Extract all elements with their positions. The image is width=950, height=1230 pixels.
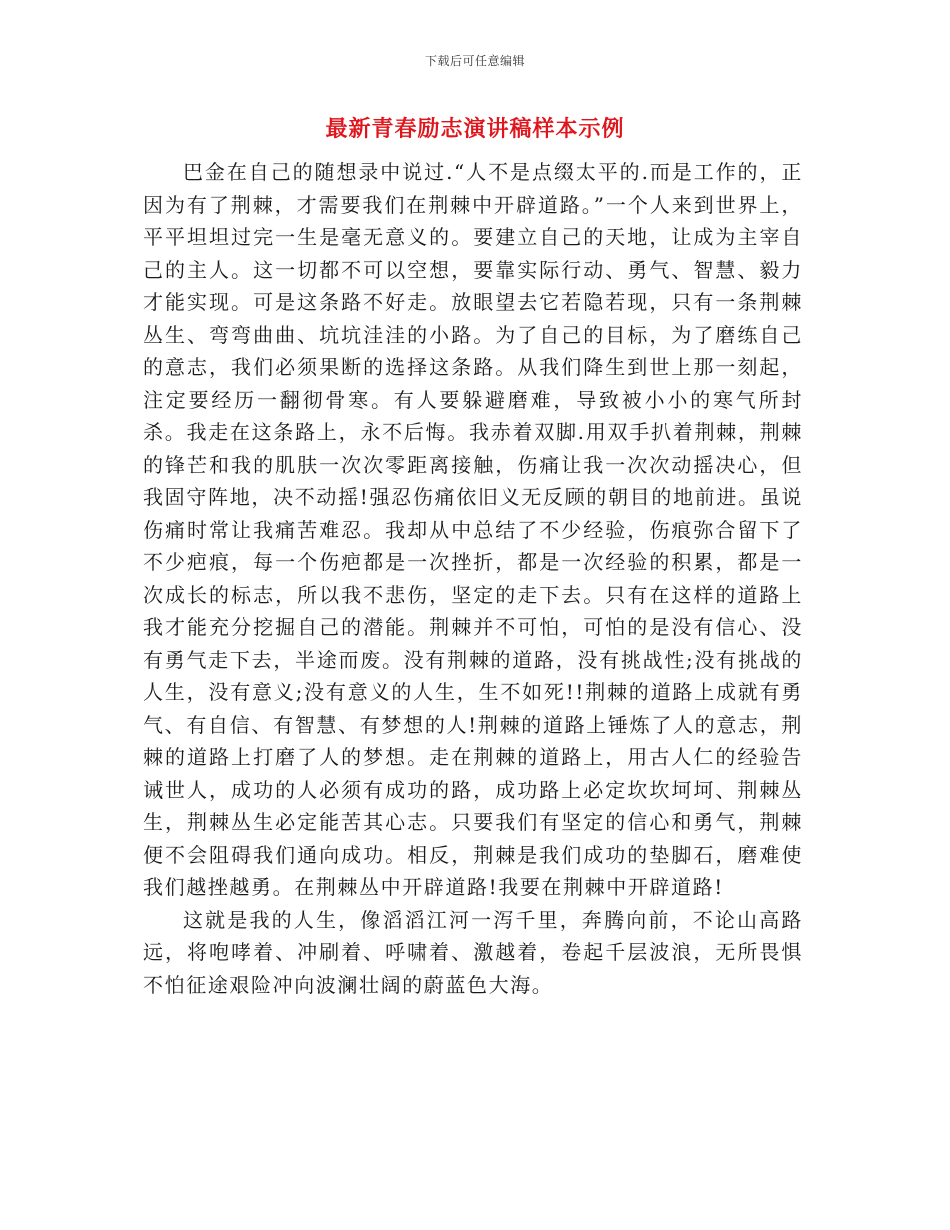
paragraph: 这就是我的人生，像滔滔江河一泻千里，奔腾向前，不论山高路远，将咆哮着、冲刷着、呼啸着、激越着，卷起千层波浪，无所畏惧不怕征途艰险冲向波澜壮阔的蔚蓝色大海。	[143, 907, 803, 997]
document-title: 最新青春励志演讲稿样本示例	[325, 116, 625, 142]
editable-notice: 下载后可任意编辑	[424, 54, 525, 68]
document-body	[143, 156, 803, 1001]
paragraph: 巴金在自己的随想录中说过.“人不是点缀太平的.而是工作的，正因为有了荆棘，才需要我们在荆棘中开辟道路。”一个人来到世界上，平平坦坦过完一生是毫无意义的。要建立自己的天地，让成为主宰自己的主人。这一切都不可以空想，要靠实际行动、勇气、智慧、毅力才能实现。可是这条路不好走。放眼望去它若隐若现，只有一条荆棘丛生、弯弯曲曲、坑坑洼洼的小路。为了自己的目标，为了磨练自己的意志，我们必须果断的选择这条路。从我们降生到世上那一刻起，注定要经历一翻彻骨寒。有人要躲避磨难，导致被小小的寒气所封杀。我走在这条路上，永不后悔。我赤着双脚.用双手扒着荆棘，荆棘的锋芒和我的肌肤一次次零距离接触，伤痛让我一次次动摇决心，但我固守阵地，决不动摇!强忍伤痛依旧义无反顾的朝目的地前进。虽说伤痛时常让我痛苦难忍。我却从中总结了不少经验，伤痕弥合留下了不少疤痕，每一个伤疤都是一次挫折，都是一次经验的积累，都是一次成长的标志，所以我不悲伤，坚定的走下去。只有在这样的道路上我才能充分挖掘自己的潜能。荆棘并不可怕，可怕的是没有信心、没有勇气走下去，半途而废。没有荆棘的道路，没有挑战性;没有挑战的人生，没有意义;没有意义的人生，生不如死!!荆棘的道路上成就有勇气、有自信、有智慧、有梦想的人!荆棘的道路上锤炼了人的意志，荆棘的道路上打磨了人的梦想。走在荆棘的道路上，用古人仁的经验告诫世人，成功的人必须有成功的路，成功路上必定坎坎坷坷、荆棘丛生，荆棘丛生必定能苦其心志。只要我们有坚定的信心和勇气，荆棘便不会阻碍我们通向成功。相反，荆棘是我们成功的垫脚石，磨难使我们越挫越勇。在荆棘丛中开辟道路!我要在荆棘中开辟道路!	[143, 160, 803, 899]
